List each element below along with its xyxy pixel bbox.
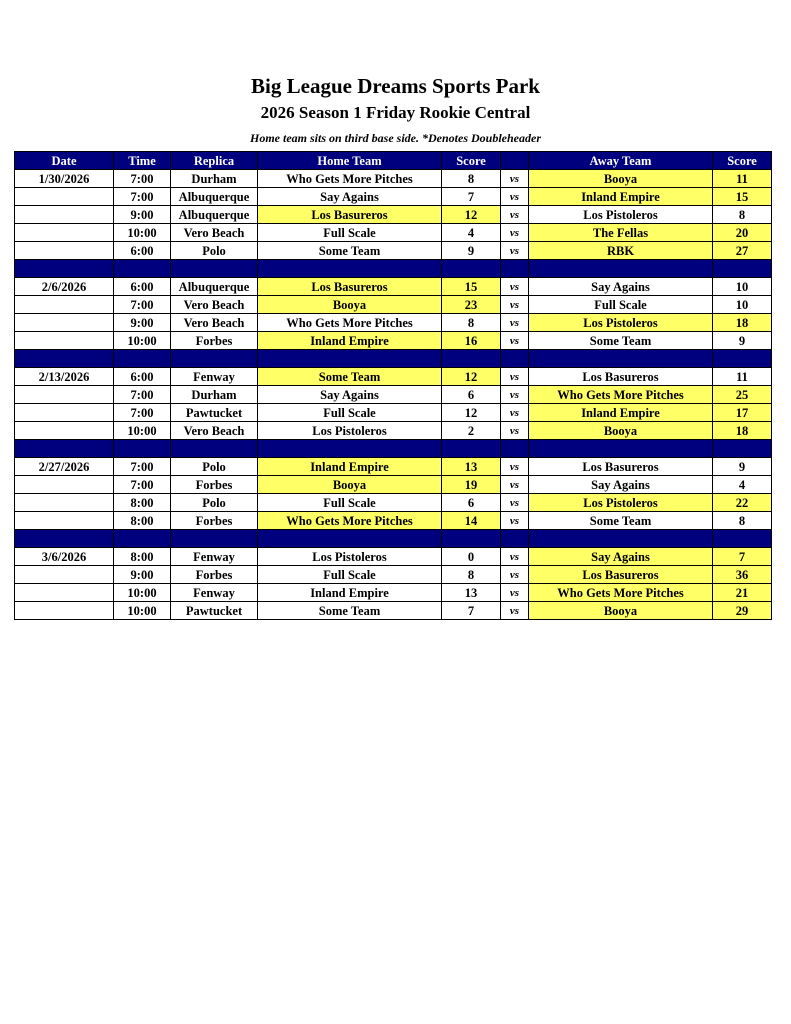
game-row [15,296,772,314]
away-team: Los Basureros [529,566,713,584]
vs-label: vs [501,314,529,332]
game-replica: Pawtucket [171,404,258,422]
game-replica: Vero Beach [171,224,258,242]
away-team: Los Basureros [529,368,713,386]
home-score: 12 [442,404,501,422]
game-row [15,566,772,584]
game-time: 8:00 [114,494,171,512]
header-row [15,152,772,170]
game-time: 6:00 [114,242,171,260]
vs-label: vs [501,566,529,584]
game-date [15,332,114,350]
separator-cell [258,530,442,548]
separator-cell [529,260,713,278]
away-score: 4 [713,476,772,494]
vs-label: vs [501,278,529,296]
vs-label: vs [501,476,529,494]
game-row [15,548,772,566]
away-score: 27 [713,242,772,260]
game-time: 7:00 [114,188,171,206]
separator-cell [258,350,442,368]
page-subtitle: 2026 Season 1 Friday Rookie Central [260,103,531,122]
game-row [15,188,772,206]
game-time: 7:00 [114,296,171,314]
game-row [15,386,772,404]
game-time: 10:00 [114,224,171,242]
away-team: Los Basureros [529,458,713,476]
home-team: Booya [258,296,442,314]
separator-cell [529,530,713,548]
week-separator [15,530,772,548]
home-team: Booya [258,476,442,494]
game-replica: Pawtucket [171,602,258,620]
home-score: 4 [442,224,501,242]
home-team: Full Scale [258,404,442,422]
game-replica: Vero Beach [171,422,258,440]
game-time: 8:00 [114,548,171,566]
separator-cell [442,440,501,458]
vs-label: vs [501,296,529,314]
vs-label: vs [501,368,529,386]
away-team: Inland Empire [529,188,713,206]
game-replica: Forbes [171,332,258,350]
vs-label: vs [501,494,529,512]
separator-cell [114,530,171,548]
game-replica: Fenway [171,584,258,602]
game-row [15,476,772,494]
home-score: 15 [442,278,501,296]
game-replica: Forbes [171,512,258,530]
separator-cell [442,530,501,548]
vs-label: vs [501,332,529,350]
home-team: Full Scale [258,224,442,242]
vs-label: vs [501,512,529,530]
game-time: 7:00 [114,404,171,422]
game-time: 7:00 [114,170,171,188]
vs-label: vs [501,458,529,476]
game-date [15,224,114,242]
separator-cell [171,440,258,458]
col-header-away-score: Score [713,152,772,170]
away-team: Say Agains [529,548,713,566]
game-date: 2/6/2026 [15,278,114,296]
game-replica: Forbes [171,476,258,494]
away-team: Say Agains [529,476,713,494]
home-score: 6 [442,386,501,404]
home-score: 19 [442,476,501,494]
home-team: Some Team [258,368,442,386]
game-date [15,602,114,620]
separator-cell [114,440,171,458]
separator-cell [171,530,258,548]
separator-cell [529,440,713,458]
home-score: 14 [442,512,501,530]
vs-label: vs [501,386,529,404]
vs-label: vs [501,422,529,440]
home-score: 0 [442,548,501,566]
separator-cell [15,530,114,548]
home-team: Inland Empire [258,458,442,476]
away-team: The Fellas [529,224,713,242]
col-header-home-score: Score [442,152,501,170]
game-date [15,386,114,404]
away-score: 36 [713,566,772,584]
col-header-vs [501,152,529,170]
home-team: Los Basureros [258,278,442,296]
game-row [15,422,772,440]
game-row [15,584,772,602]
game-replica: Albuquerque [171,278,258,296]
away-score: 8 [713,206,772,224]
game-time: 9:00 [114,566,171,584]
game-row [15,314,772,332]
separator-cell [15,260,114,278]
game-date: 3/6/2026 [15,548,114,566]
home-score: 2 [442,422,501,440]
game-replica: Vero Beach [171,314,258,332]
vs-label: vs [501,224,529,242]
home-team: Inland Empire [258,332,442,350]
game-replica: Polo [171,458,258,476]
game-row [15,602,772,620]
vs-label: vs [501,584,529,602]
game-date [15,566,114,584]
game-date [15,512,114,530]
separator-cell [258,260,442,278]
game-date [15,404,114,422]
home-team: Say Agains [258,386,442,404]
away-score: 15 [713,188,772,206]
away-team: Booya [529,422,713,440]
separator-cell [114,350,171,368]
game-date: 2/13/2026 [15,368,114,386]
away-score: 10 [713,296,772,314]
game-replica: Durham [171,386,258,404]
home-score: 6 [442,494,501,512]
game-time: 10:00 [114,584,171,602]
home-score: 23 [442,296,501,314]
game-replica: Fenway [171,368,258,386]
home-score: 12 [442,206,501,224]
page-title: Big League Dreams Sports Park [251,74,540,98]
separator-cell [501,260,529,278]
home-team: Who Gets More Pitches [258,314,442,332]
schedule-table [14,151,772,620]
home-team: Los Pistoleros [258,548,442,566]
game-row [15,224,772,242]
separator-cell [501,350,529,368]
away-score: 8 [713,512,772,530]
away-score: 22 [713,494,772,512]
away-team: Los Pistoleros [529,314,713,332]
game-time: 7:00 [114,458,171,476]
separator-cell [15,350,114,368]
separator-cell [713,530,772,548]
game-replica: Albuquerque [171,206,258,224]
game-time: 9:00 [114,314,171,332]
game-time: 10:00 [114,422,171,440]
vs-label: vs [501,602,529,620]
game-replica: Vero Beach [171,296,258,314]
separator-cell [114,260,171,278]
game-date [15,314,114,332]
game-row [15,458,772,476]
away-score: 9 [713,458,772,476]
col-header-home-team: Home Team [258,152,442,170]
game-row [15,242,772,260]
home-score: 9 [442,242,501,260]
col-header-time: Time [114,152,171,170]
away-team: Booya [529,602,713,620]
home-team: Los Pistoleros [258,422,442,440]
game-time: 7:00 [114,476,171,494]
home-score: 13 [442,584,501,602]
game-date [15,188,114,206]
home-team: Full Scale [258,494,442,512]
away-team: Some Team [529,332,713,350]
separator-cell [501,440,529,458]
game-row [15,206,772,224]
separator-cell [171,260,258,278]
away-score: 21 [713,584,772,602]
game-row [15,404,772,422]
home-score: 7 [442,188,501,206]
away-team: Inland Empire [529,404,713,422]
home-team: Some Team [258,602,442,620]
away-team: Booya [529,170,713,188]
separator-cell [713,350,772,368]
separator-cell [501,530,529,548]
away-score: 7 [713,548,772,566]
game-row [15,332,772,350]
separator-cell [171,350,258,368]
separator-cell [529,350,713,368]
away-score: 11 [713,368,772,386]
game-date [15,296,114,314]
away-team: Who Gets More Pitches [529,386,713,404]
home-team: Say Agains [258,188,442,206]
away-score: 29 [713,602,772,620]
game-date [15,242,114,260]
game-row [15,170,772,188]
game-row [15,494,772,512]
game-time: 6:00 [114,278,171,296]
separator-cell [713,260,772,278]
game-time: 7:00 [114,386,171,404]
home-team: Inland Empire [258,584,442,602]
away-team: RBK [529,242,713,260]
col-header-away-team: Away Team [529,152,713,170]
schedule-note: Home team sits on third base side. *Denotes Doubleheader [250,131,541,145]
game-row [15,368,772,386]
away-team: Say Agains [529,278,713,296]
vs-label: vs [501,404,529,422]
game-row [15,512,772,530]
away-team: Full Scale [529,296,713,314]
game-replica: Durham [171,170,258,188]
home-score: 7 [442,602,501,620]
game-replica: Albuquerque [171,188,258,206]
game-date [15,476,114,494]
vs-label: vs [501,188,529,206]
vs-label: vs [501,206,529,224]
week-separator [15,440,772,458]
col-header-date: Date [15,152,114,170]
away-score: 11 [713,170,772,188]
home-score: 8 [442,314,501,332]
home-score: 8 [442,170,501,188]
home-score: 12 [442,368,501,386]
home-team: Los Basureros [258,206,442,224]
home-team: Full Scale [258,566,442,584]
home-team: Who Gets More Pitches [258,512,442,530]
home-score: 8 [442,566,501,584]
game-replica: Polo [171,242,258,260]
away-score: 20 [713,224,772,242]
away-score: 18 [713,314,772,332]
separator-cell [442,260,501,278]
home-score: 13 [442,458,501,476]
away-score: 25 [713,386,772,404]
game-time: 6:00 [114,368,171,386]
vs-label: vs [501,170,529,188]
game-replica: Fenway [171,548,258,566]
week-separator [15,350,772,368]
game-time: 9:00 [114,206,171,224]
away-score: 17 [713,404,772,422]
away-team: Some Team [529,512,713,530]
home-team: Some Team [258,242,442,260]
game-row [15,278,772,296]
vs-label: vs [501,548,529,566]
game-date [15,206,114,224]
schedule-body [15,170,772,620]
vs-label: vs [501,242,529,260]
separator-cell [713,440,772,458]
game-time: 10:00 [114,602,171,620]
game-replica: Forbes [171,566,258,584]
game-replica: Polo [171,494,258,512]
home-score: 16 [442,332,501,350]
away-score: 9 [713,332,772,350]
away-team: Los Pistoleros [529,206,713,224]
game-time: 8:00 [114,512,171,530]
away-score: 10 [713,278,772,296]
game-date [15,584,114,602]
separator-cell [442,350,501,368]
home-team: Who Gets More Pitches [258,170,442,188]
game-date: 1/30/2026 [15,170,114,188]
separator-cell [15,440,114,458]
away-team: Who Gets More Pitches [529,584,713,602]
game-date [15,494,114,512]
col-header-replica: Replica [171,152,258,170]
game-date [15,422,114,440]
game-date: 2/27/2026 [15,458,114,476]
away-team: Los Pistoleros [529,494,713,512]
game-time: 10:00 [114,332,171,350]
separator-cell [258,440,442,458]
week-separator [15,260,772,278]
away-score: 18 [713,422,772,440]
